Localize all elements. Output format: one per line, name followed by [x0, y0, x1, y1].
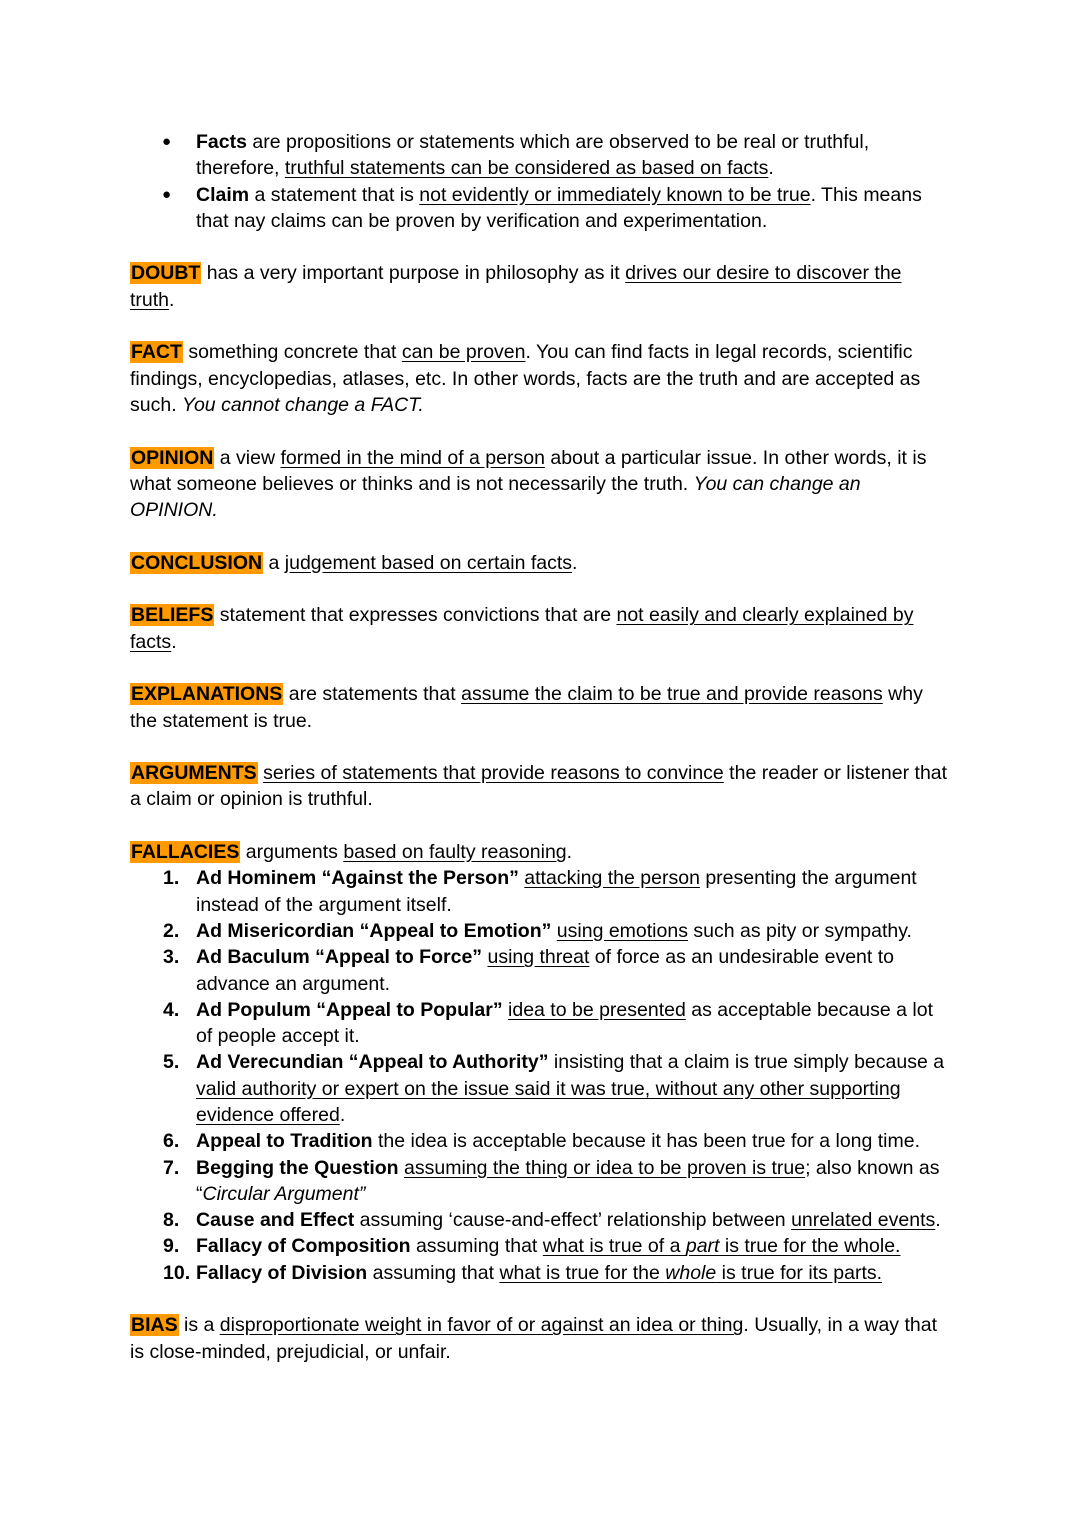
text: a view [214, 446, 281, 469]
bullet-item-claim [130, 182, 950, 235]
text: . Usually, in a way that is close-minded, prejudicial, or unfair. [130, 1314, 937, 1363]
fallacy-name: Ad Misericordian “Appeal to Emotion” [196, 919, 552, 942]
fallacy-name: Ad Hominem “Against the Person” [196, 867, 519, 890]
fallacy-name: Cause and Effect [196, 1209, 355, 1232]
text: insisting that a claim is true simply because a [548, 1051, 945, 1074]
text: has a very important purpose in philosophy as it [201, 262, 626, 285]
fallacy-item [130, 1260, 950, 1286]
fallacy-item [130, 918, 950, 944]
underlined-text: can be proven [401, 341, 526, 364]
text: as acceptable because a lot of people accept it. [196, 998, 933, 1048]
item-number: 6. [163, 1130, 180, 1153]
text: assuming that [410, 1235, 543, 1258]
underlined-text: assume the claim to be true and provide reasons [461, 683, 883, 706]
highlighted-term: FALLACIES [131, 841, 240, 864]
paragraph-bias [130, 1312, 950, 1365]
fallacy-item [130, 1233, 950, 1259]
text: assuming that [367, 1261, 500, 1284]
text: presenting the argument instead of the argument itself. [196, 867, 917, 916]
text: is a [178, 1314, 220, 1337]
underlined-text: idea to be presented [508, 998, 686, 1021]
bullet-item-facts [130, 129, 950, 182]
underlined-text: using threat [487, 946, 590, 969]
underlined-text: truthful statements can be considered as based on facts [284, 157, 769, 180]
text: a statement that is [249, 183, 420, 206]
text: why the statement is true. [130, 683, 923, 732]
fallacy-name: Ad Populum “Appeal to Popular” [196, 998, 503, 1021]
fallacies-list [130, 865, 950, 1286]
fallacy-item [130, 997, 950, 1050]
text: arguments [240, 841, 344, 864]
text: . [768, 157, 774, 180]
paragraph-beliefs [130, 602, 950, 655]
fallacy-name: Ad Baculum “Appeal to Force” [196, 946, 483, 969]
fallacy-item [130, 1155, 950, 1208]
underlined-text: is true for the whole. [719, 1235, 901, 1258]
text: . [935, 1209, 941, 1232]
underlined-text: attacking the person [524, 867, 700, 890]
fallacy-item [130, 1049, 950, 1128]
underlined-text: unrelated events [791, 1209, 936, 1232]
item-number: 10. [163, 1261, 191, 1284]
item-number: 1. [163, 867, 180, 890]
fallacy-name: Fallacy of Division [196, 1261, 368, 1284]
text: . [171, 630, 177, 653]
text: ; also known as “ [196, 1156, 940, 1205]
text: are statements that [283, 683, 462, 706]
underlined-text: not easily and clearly explained by facts [130, 604, 914, 653]
text: statement that expresses convictions that are [214, 604, 617, 627]
highlighted-term: EXPLANATIONS [131, 683, 283, 706]
italic-text: You cannot change a FACT. [182, 393, 424, 416]
underlined-text: based on faulty reasoning [343, 841, 567, 864]
text: the idea is acceptable because it has been true for a long time. [372, 1130, 921, 1153]
text: such as pity or sympathy. [687, 919, 912, 942]
underlined-text: judgement based on certain facts [284, 551, 573, 574]
underlined-text: valid authority or expert on the issue said it was true, without any other supporting evidence offered [196, 1077, 901, 1126]
text: of force as an undesirable event to advance an argument. [196, 946, 894, 995]
highlighted-term: FACT [131, 341, 182, 364]
text: . This means that nay claims can be proven by verification and experimentation. [196, 183, 922, 232]
underlined-text: disproportionate weight in favor of or against an idea or thing [219, 1314, 744, 1337]
highlighted-term: OPINION [131, 446, 214, 469]
italic-text: You can change an OPINION. [130, 472, 861, 522]
fallacy-item [130, 944, 950, 997]
underlined-text: assuming the thing or idea to be proven is true [404, 1156, 806, 1179]
term: Claim [196, 183, 250, 206]
text: are propositions or statements which are observed to be real or truthful, therefore, [196, 131, 870, 180]
fallacy-item [130, 865, 950, 918]
text: . [572, 551, 578, 574]
underlined-text: using emotions [556, 919, 688, 942]
bullet-list [130, 129, 950, 234]
underlined-text: what is true for the [499, 1261, 666, 1284]
paragraph-explanations [130, 681, 950, 734]
text: . You can find facts in legal records, scientific findings, encyclopedias, atlases, etc. In other words, facts are the truth and are accepted as such. [130, 341, 921, 416]
underlined-text: series of statements that provide reasons to convince [263, 762, 724, 785]
fallacy-item [130, 1128, 950, 1154]
italic-text: Circular Argument” [202, 1182, 366, 1205]
highlighted-term: BELIEFS [131, 604, 214, 627]
underlined-text: is true for its parts. [716, 1261, 883, 1284]
item-number: 5. [163, 1051, 180, 1074]
fallacy-item [130, 1207, 950, 1233]
paragraph-conclusion [130, 550, 950, 576]
highlighted-term: ARGUMENTS [131, 762, 257, 785]
text: something concrete that [182, 341, 402, 364]
paragraph-doubt [130, 260, 950, 313]
highlighted-term: BIAS [131, 1314, 178, 1337]
item-number: 3. [163, 946, 180, 969]
fallacy-name: Ad Verecundian “Appeal to Authority” [196, 1051, 549, 1074]
paragraph-fallacies [130, 839, 950, 865]
item-number: 9. [163, 1235, 180, 1258]
term: Facts [196, 131, 247, 153]
underlined-text: drives our desire to discover the truth [130, 262, 902, 311]
underlined-text: not evidently or immediately known to be true [419, 183, 811, 206]
text: the reader or listener that a claim or opinion is truthful. [130, 762, 948, 811]
text: about a particular issue. In other words, it is what someone believes or thinks and is not necessarily the truth. [130, 446, 927, 495]
item-number: 7. [163, 1156, 180, 1179]
underlined-italic-text: part [685, 1235, 720, 1258]
highlighted-term: DOUBT [131, 262, 201, 285]
text: . [169, 288, 175, 311]
text: assuming ‘cause-and-effect’ relationship between [354, 1209, 792, 1232]
item-number: 4. [163, 998, 180, 1021]
text: a [263, 551, 285, 574]
document-page [130, 129, 950, 1391]
fallacy-name: Fallacy of Composition [196, 1235, 411, 1258]
item-number: 8. [163, 1209, 180, 1232]
item-number: 2. [163, 919, 180, 942]
text: . [566, 841, 573, 864]
text: . [339, 1103, 346, 1126]
fallacy-name: Appeal to Tradition [196, 1130, 373, 1153]
underlined-text: what is true of a [542, 1235, 686, 1258]
underlined-italic-text: whole [665, 1261, 717, 1284]
underlined-text: formed in the mind of a person [280, 446, 545, 469]
fallacy-name: Begging the Question [196, 1156, 399, 1179]
paragraph-arguments [130, 760, 950, 813]
paragraph-opinion [130, 445, 950, 524]
highlighted-term: CONCLUSION [131, 551, 263, 574]
paragraph-fact [130, 339, 950, 418]
